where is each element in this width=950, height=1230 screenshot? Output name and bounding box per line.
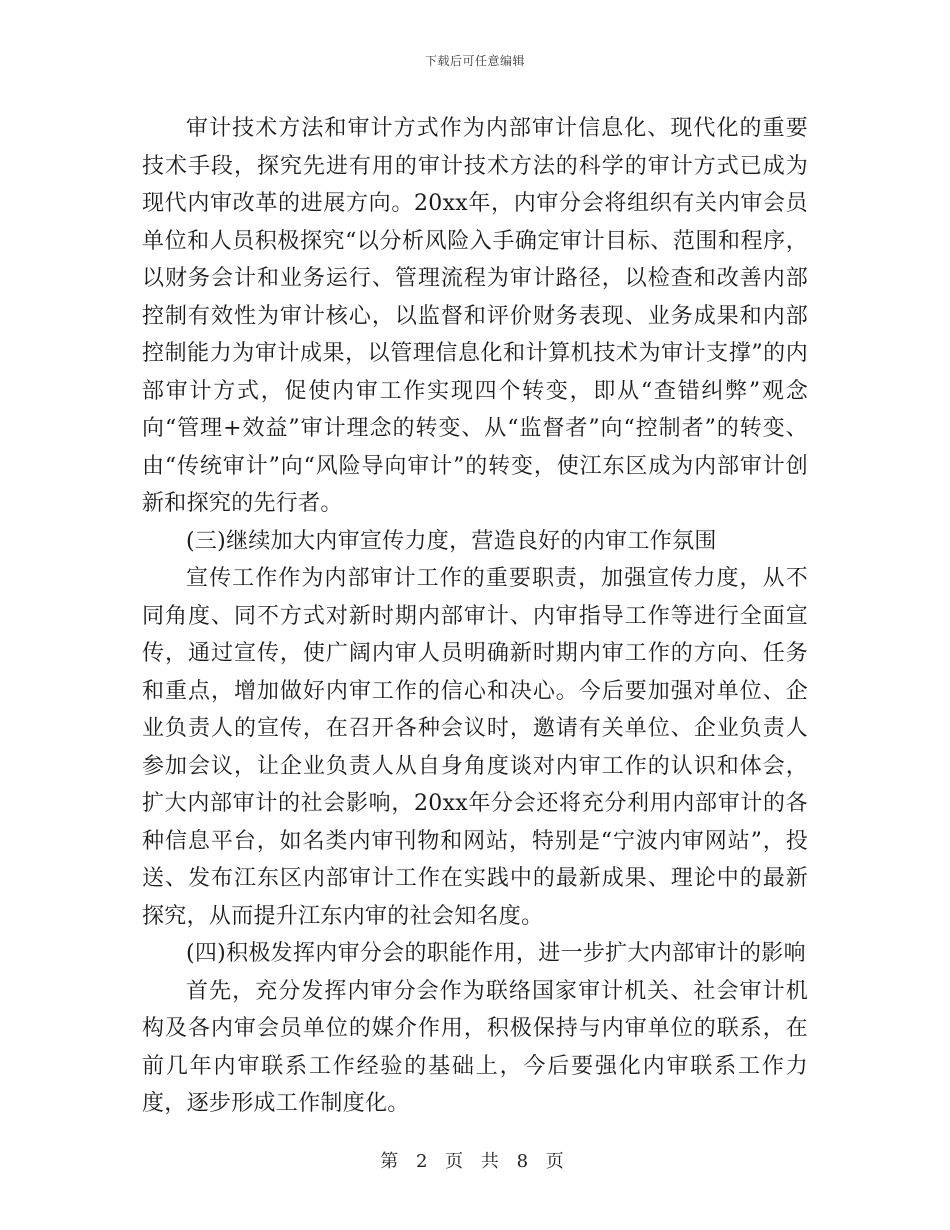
paragraph-publicity: 宣传工作作为内部审计工作的重要职责，加强宣传力度，从不同角度、同不方式对新时期内部审计、内审指导工作等进行全面宣传，通过宣传，使广阔内审人员明确新时期内审工作的方向、任务和重点，增加做好内审工作的信心和决心。今后要加强对单位、企业负责人的宣传，在召开各种会议时，邀请有关单位、企业负责人参加会议，让企业负责人从自身角度谈对内审工作的认识和体会，扩大内部审计的社会影响，20xx年分会还将充分利用内部审计的各种信息平台，如名类内审刊物和网站，特别是“宁波内审网站”，投送、发布江东区内部审计工作在实践中的最新成果、理论中的最新探究，从而提升江东内审的社会知名度。 [142,566,808,929]
paragraph-liaison: 首先，充分发挥内审分会作为联络国家审计机关、社会审计机构及各内审会员单位的媒介作用，积极保持与内审单位的联系，在前几年内审联系工作经验的基础上，今后要强化内审联系工作力度，逐步形成工作制度化。 [142,978,808,1116]
header-note: 下载后可任意编辑 [424,54,525,68]
paragraph-audit-methods: 审计技术方法和审计方式作为内部审计信息化、现代化的重要技术手段，探究先进有用的审计技术方法的科学的审计方式已成为现代内审改革的进展方向。20xx年，内审分会将组织有关内审会员单位和人员积极探究“以分析风险入手确定审计目标、范围和程序，以财务会计和业务运行、管理流程为审计路径，以检查和改善内部控制有效性为审计核心，以监督和评价财务表现、业务成果和内部控制能力为审计成果，以管理信息化和计算机技术为审计支撑”的内部审计方式，促使内审工作实现四个转变，即从“查错纠弊”观念向“管理+效益”审计理念的转变、从“监督者”向“控制者”的转变、由“传统审计”向“风险导向审计”的转变，使江东区成为内部审计创新和探究的先行者。 [142,116,808,516]
document-body [142,110,808,1123]
section-heading-4: (四)积极发挥内审分会的职能作用，进一步扩大内部审计的影响 [186,941,806,966]
page-number-footer: 第 2 页 共 8 页 [380,1151,570,1172]
section-heading-3: (三)继续加大内审宣传力度，营造良好的内审工作氛围 [186,528,717,554]
